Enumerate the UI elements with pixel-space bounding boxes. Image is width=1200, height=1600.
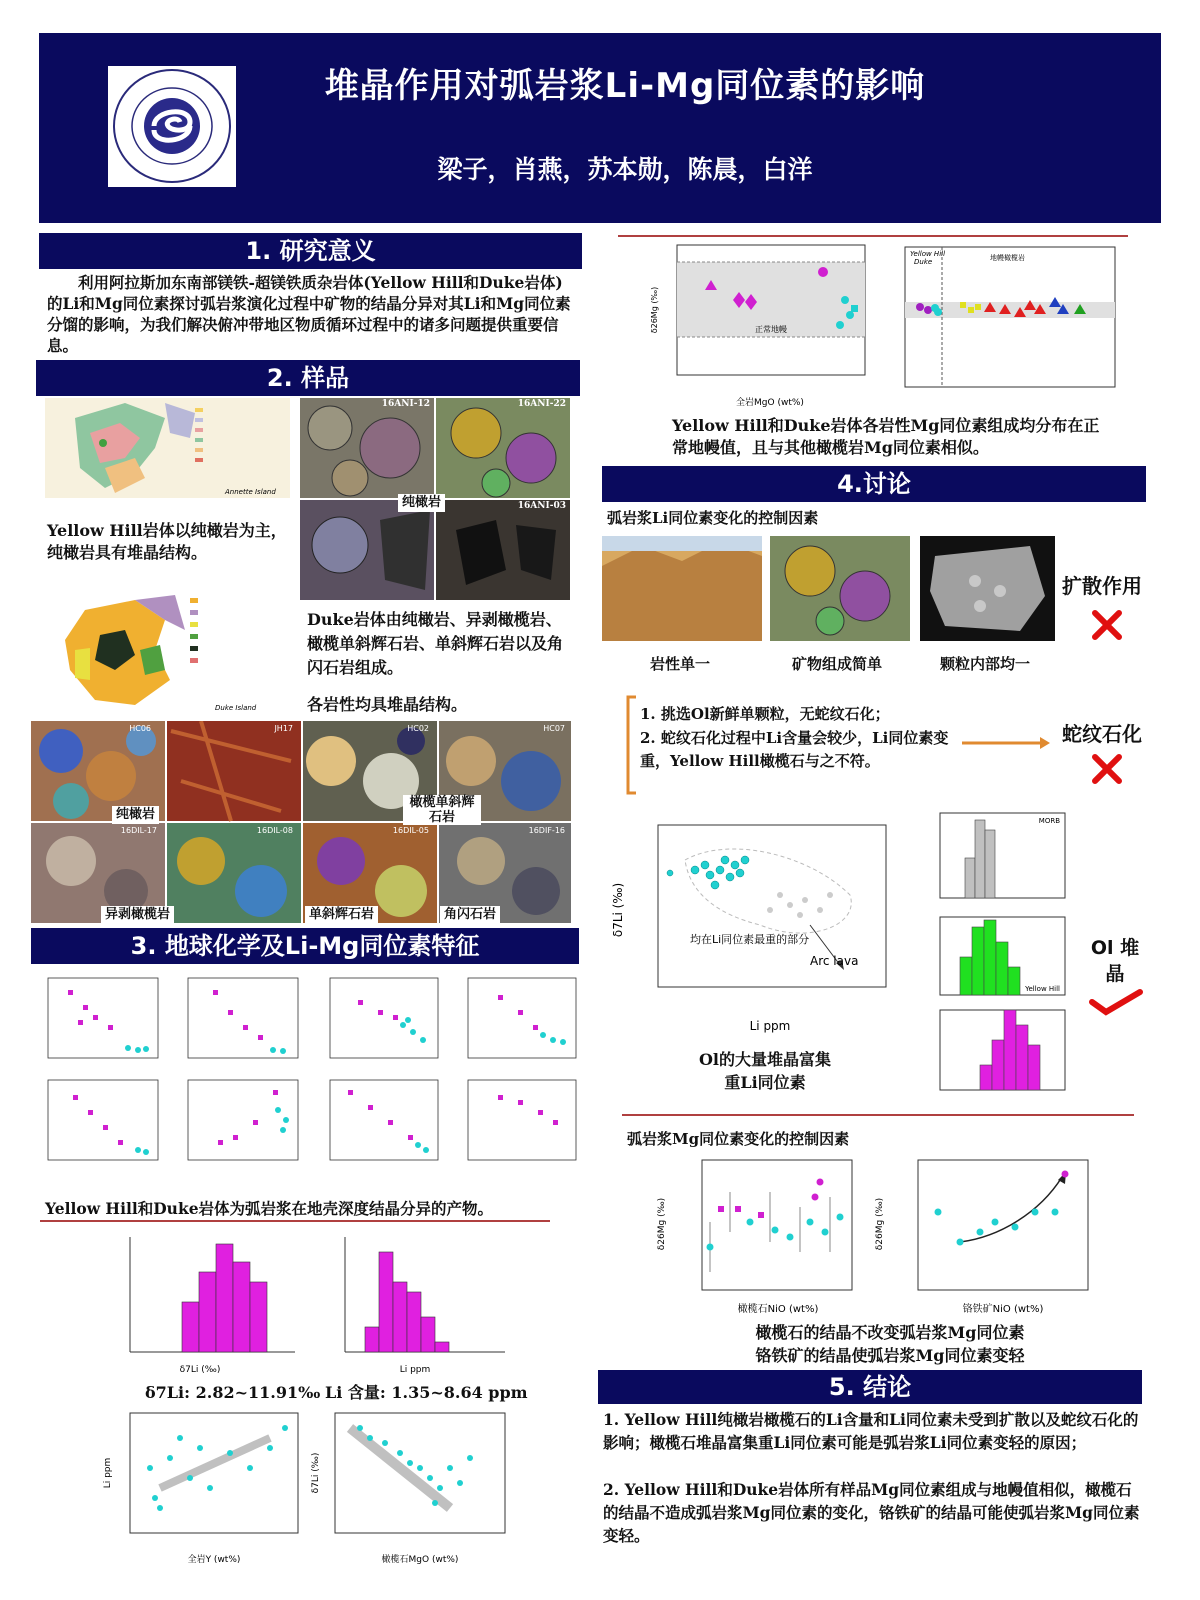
yellow-hill-magenta-histogram	[920, 1005, 1070, 1105]
mg-x2-label: 铬铁矿NiO (wt%)	[962, 1304, 1044, 1315]
duke-text: Duke岩体由纯橄岩、异剥橄榄岩、橄榄单斜辉石岩、单斜辉石岩以及角闪石岩组成。	[307, 610, 564, 677]
annette-island-label: Annette Island	[225, 488, 276, 496]
mg-control-title: 弧岩浆Mg同位素变化的控制因素	[627, 1130, 850, 1148]
li-plot-xlabel: Li ppm	[749, 1019, 791, 1033]
section-1-text: 利用阿拉斯加东南部镁铁-超镁铁质杂岩体(Yellow Hill和Duke岩体)的Li和Mg同位素探讨弧岩浆演化过程中矿物的结晶分异对其Li和Mg同位素分馏的影响，为我们解决俯冲带地区物质循环过程中的诸多问题提供重要信息。	[47, 273, 571, 355]
mantle-peridotite-legend: 地幔橄榄岩	[990, 254, 1025, 262]
scatter2-ylabel: δ7Li (‰)	[311, 1452, 321, 1494]
photomicrograph-c	[300, 500, 434, 600]
li-content-histogram	[320, 1232, 510, 1377]
arrow-icon	[960, 735, 1050, 755]
mg-compilation-plot	[880, 242, 1120, 410]
photo-tag: 16ANI-03	[517, 501, 566, 511]
section-5-header: 5. 结论	[598, 1370, 1142, 1404]
duke-legend: Duke	[914, 258, 933, 266]
li-vs-mgo-plot	[310, 1408, 510, 1568]
duke-island-map	[45, 590, 263, 715]
divider	[40, 1220, 550, 1222]
hist-label-morb: MORB	[1038, 817, 1060, 825]
hist-label-yh1: Yellow Hill	[1025, 985, 1060, 993]
grid-label-clinopyroxenite: 单斜辉石岩	[305, 906, 378, 924]
mg-plot-xlabel: 全岩MgO (wt%)	[736, 398, 804, 408]
all-cumulate-text: 各岩性均具堆晶结构。	[307, 695, 468, 714]
scatter2-xlabel: 橄榄石MgO (wt%)	[381, 1555, 459, 1565]
mg-plot-ylabel: δ26Mg (‰)	[650, 286, 659, 334]
poster-title: 堆晶作用对弧岩浆Li-Mg同位素的影响	[324, 66, 926, 106]
photo-tag: 16ANI-12	[381, 399, 430, 409]
grid-label-ol-clinopyroxenite: 橄榄单斜辉石岩	[403, 795, 481, 825]
divider	[622, 1114, 1134, 1116]
cross-icon	[1090, 608, 1124, 646]
serp-point-1: 1. 挑选Ol新鲜单颗粒，无蛇纹石化；	[640, 705, 890, 723]
yellow-hill-legend: Yellow Hill	[910, 250, 946, 258]
mg-x1-label: 橄榄石NiO (wt%)	[737, 1304, 819, 1315]
scatter1-xlabel: 全岩Y (wt%)	[187, 1555, 241, 1565]
grid-label-dunite: 纯橄岩	[112, 806, 159, 824]
serpentinization-label: 蛇纹石化	[1062, 722, 1142, 746]
ol-cumulate-label: Ol 堆晶	[1090, 937, 1140, 985]
bse-image	[920, 536, 1055, 641]
section-3-caption: Yellow Hill和Duke岩体为弧岩浆在地壳深度结晶分异的产物。	[45, 1199, 494, 1218]
conclusion-2: 2. Yellow Hill和Duke岩体所有样品Mg同位素组成与地幔值相似，橄榄石的结晶不造成弧岩浆Mg同位素的变化，铬铁矿的结晶可能使弧岩浆Mg同位素变轻。	[603, 1480, 1140, 1545]
photo-tag: 16ANI-22	[517, 399, 566, 409]
bracket-icon	[622, 695, 638, 799]
photo-tag: JH17	[274, 724, 293, 733]
mg-vs-mgo-plot	[645, 240, 870, 410]
photo-label-mineralogy: 矿物组成简单	[792, 655, 883, 673]
dunite-label: 纯橄岩	[398, 494, 445, 512]
photo-tag: 16DIF-16	[528, 826, 565, 835]
cross-icon	[1090, 752, 1124, 790]
mg-y2-label: δ26Mg (‰)	[875, 1197, 885, 1251]
mg-y1-label: δ26Mg (‰)	[657, 1197, 667, 1251]
section-1-header: 1. 研究意义	[39, 233, 582, 269]
section-4-header: 4.讨论	[602, 466, 1146, 502]
photo-tag: HC02	[407, 724, 429, 733]
section-3-header: 3. 地球化学及Li-Mg同位素特征	[31, 928, 579, 964]
photomicrograph-b	[436, 398, 570, 498]
photo-tag: 16DIL-17	[120, 826, 157, 835]
hist1-xlabel: δ7Li (‰)	[179, 1365, 221, 1375]
li-isotope-vs-li-plot	[610, 815, 900, 1040]
photo-label-lithology: 岩性单一	[650, 655, 711, 673]
mantle-label: 正常地幔	[755, 325, 787, 334]
yellow-hill-text: Yellow Hill岩体以纯橄岩为主，纯橄岩具有堆晶结构。	[47, 521, 287, 562]
arc-lava-label: Arc lava	[810, 954, 859, 968]
divider	[618, 235, 1128, 237]
section-2-header: 2. 样品	[36, 360, 580, 396]
mg-caption-2: 铬铁矿的结晶使弧岩浆Mg同位素变轻	[755, 1346, 1025, 1365]
author-list: 梁子，肖燕，苏本勋，陈晨，白洋	[437, 155, 813, 184]
li-control-title: 弧岩浆Li同位素变化的控制因素	[607, 509, 819, 527]
mg-caption: Yellow Hill和Duke岩体各岩性Mg同位素组成均分布在正常地幔值，且与其他橄榄岩Mg同位素相似。	[672, 416, 1100, 457]
olivine-photomicrograph	[770, 536, 910, 641]
grid-label-wehrlite: 异剥橄榄岩	[101, 906, 174, 924]
geochemistry-plots	[28, 970, 580, 1170]
li-vs-y-plot	[100, 1408, 305, 1568]
mg-vs-ol-nio-plot	[650, 1152, 860, 1322]
institute-logo	[108, 66, 236, 187]
outcrop-photo	[602, 536, 762, 641]
duke-island-label: Duke Island	[215, 704, 257, 712]
serp-point-2: 2. 蛇纹石化过程中Li含量会较少，Li同位素变重，Yellow Hill橄榄石与之不符。	[640, 729, 949, 770]
scatter1-ylabel: Li ppm	[103, 1457, 113, 1489]
li-content-range: Li 含量: 1.35~8.64 ppm	[325, 1383, 528, 1402]
check-icon	[1088, 988, 1144, 1020]
diffusion-label: 扩散作用	[1062, 574, 1142, 598]
heaviest-label: 均在Li同位素最重的部分	[690, 933, 810, 946]
li-plot-ylabel: δ7Li (‰)	[611, 882, 625, 938]
grid-label-hornblendite: 角闪石岩	[440, 906, 500, 924]
photo-tag: HC06	[129, 724, 151, 733]
morb-histogram	[920, 808, 1070, 908]
photomicrograph-a	[300, 398, 434, 498]
annette-island-map	[45, 398, 290, 498]
photomicrograph-d	[436, 500, 570, 600]
photo-tag: 16DIL-05	[392, 826, 429, 835]
photo-tag: 16DIL-08	[256, 826, 293, 835]
conclusion-1: 1. Yellow Hill纯橄岩橄榄石的Li含量和Li同位素未受到扩散以及蛇纹石化的影响；橄榄石堆晶富集重Li同位素可能是弧岩浆Li同位素变轻的原因；	[603, 1410, 1139, 1452]
li-isotope-histogram	[100, 1232, 300, 1377]
li-isotope-range: δ7Li: 2.82~11.91‰	[145, 1383, 321, 1402]
photo-tag: HC07	[543, 724, 565, 733]
hist2-xlabel: Li ppm	[399, 1365, 431, 1375]
mg-caption-1: 橄榄石的结晶不改变弧岩浆Mg同位素	[755, 1323, 1025, 1342]
ol-caption: Ol的大量堆晶富集重Li同位素	[698, 1050, 832, 1092]
yellow-hill-green-histogram	[920, 912, 1070, 1002]
photo-label-homogeneous: 颗粒内部均一	[940, 655, 1031, 673]
mg-vs-chromite-nio-plot	[870, 1152, 1095, 1322]
